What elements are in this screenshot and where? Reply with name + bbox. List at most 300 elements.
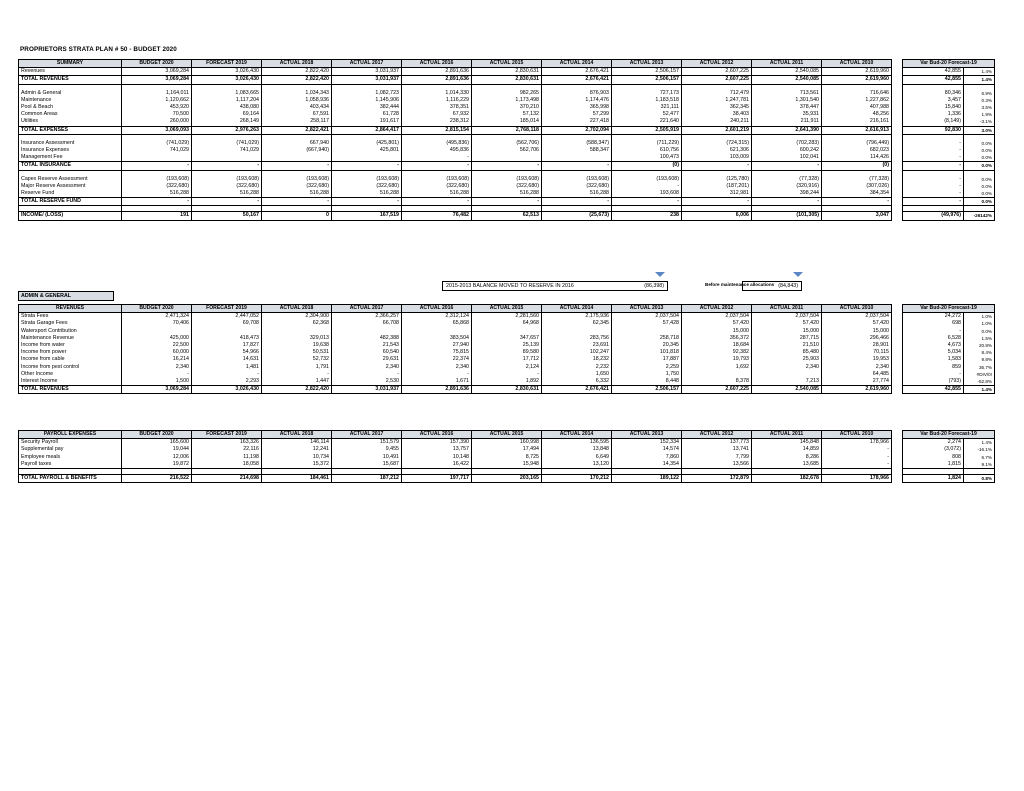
variance-header: Var Bud-20 Forecast-19: [903, 431, 995, 439]
value-cell: 240,211: [682, 118, 752, 126]
value-cell: 172,879: [682, 475, 752, 483]
value-cell: 102,041: [752, 154, 822, 162]
value-cell: 2,340: [332, 364, 402, 371]
value-cell: 85,480: [752, 349, 822, 356]
value-cell: [542, 328, 612, 335]
value-cell: 3,069,284: [122, 68, 192, 76]
value-cell: 2,259: [612, 364, 682, 371]
value-cell: -: [332, 198, 402, 206]
table-row: [19, 183, 995, 190]
row-label: Pool & Beach: [19, 104, 122, 111]
gap: [892, 364, 903, 371]
value-cell: 1,447: [262, 378, 332, 386]
value-cell: 3,031,937: [332, 386, 402, 394]
value-cell: 2,619,960: [822, 386, 892, 394]
value-cell: 1,145,906: [332, 97, 402, 104]
row-label: Payroll taxes: [19, 461, 122, 469]
table-row: [19, 335, 995, 342]
value-cell: 6,006: [682, 212, 752, 220]
column-header: ACTUAL 2018: [262, 60, 332, 68]
value-cell: 18,232: [542, 356, 612, 363]
value-cell: 13,685: [752, 461, 822, 469]
value-cell: 2,822,420: [262, 386, 332, 394]
row-label: Common Areas: [19, 111, 122, 118]
value-cell: 2,619,960: [822, 68, 892, 76]
value-cell: -: [262, 371, 332, 378]
table-row: [19, 111, 995, 118]
header-row: [19, 431, 995, 439]
value-cell: -: [752, 198, 822, 206]
value-cell: 438,080: [192, 104, 262, 111]
value-cell: 2,616,913: [822, 126, 892, 134]
table-row: [19, 320, 995, 327]
value-cell: 89,580: [472, 349, 542, 356]
value-cell: 2,891,636: [402, 76, 472, 84]
value-cell: (320,916): [752, 183, 822, 190]
value-cell: [472, 328, 542, 335]
value-cell: 167,519: [332, 212, 402, 220]
value-cell: 362,345: [682, 104, 752, 111]
column-header: ACTUAL 2017: [332, 431, 402, 439]
value-cell: 52,732: [262, 356, 332, 363]
table-row: [19, 386, 995, 394]
row-label: TOTAL INSURANCE: [19, 162, 122, 170]
value-cell: 2,607,225: [682, 386, 752, 394]
value-cell: 64,968: [472, 320, 542, 327]
value-cell: -: [262, 162, 332, 170]
gap: [892, 439, 903, 447]
table-row: [19, 190, 995, 198]
table-row: [19, 371, 995, 378]
variance-cell: (793): [903, 378, 964, 386]
value-cell: 716,646: [822, 90, 892, 97]
variance-cell: 1,336: [903, 111, 964, 118]
gap: [892, 475, 903, 483]
column-header: FORECAST 2019: [192, 431, 262, 439]
document-title: PROPRIETORS STRATA PLAN # 50 - BUDGET 2020: [20, 46, 177, 53]
value-cell: 2,540,085: [752, 68, 822, 76]
value-cell: 2,676,421: [542, 386, 612, 394]
variance-pct-cell: 0.3%: [964, 97, 995, 104]
value-cell: 383,504: [402, 335, 472, 342]
value-cell: 57,428: [612, 320, 682, 327]
variance-cell: 4,673: [903, 342, 964, 349]
value-cell: 0: [262, 212, 332, 220]
row-label: Income from water: [19, 342, 122, 349]
column-header: BUDGET 2020: [122, 431, 192, 439]
value-cell: 11,198: [192, 454, 262, 461]
value-cell: 378,351: [402, 104, 472, 111]
value-cell: 15,687: [332, 461, 402, 469]
value-cell: 22,374: [402, 356, 472, 363]
variance-cell: (49,976): [903, 212, 964, 220]
payroll-section: [18, 430, 995, 483]
gap: [892, 328, 903, 335]
value-cell: 17,827: [192, 342, 262, 349]
value-cell: 103,009: [682, 154, 752, 162]
value-cell: (322,680): [542, 183, 612, 190]
value-cell: -: [332, 162, 402, 170]
value-cell: 69,164: [192, 111, 262, 118]
value-cell: 6,649: [542, 454, 612, 461]
value-cell: (741,029): [192, 140, 262, 147]
table-row: [19, 378, 995, 386]
variance-cell: 1,815: [903, 461, 964, 469]
row-label: Revenues: [19, 68, 122, 76]
value-cell: (0): [822, 162, 892, 170]
value-cell: (193,608): [402, 176, 472, 183]
value-cell: 2,340: [752, 364, 822, 371]
gap: [892, 162, 903, 170]
value-cell: 15,000: [682, 328, 752, 335]
value-cell: 321,111: [612, 104, 682, 111]
value-cell: 287,715: [752, 335, 822, 342]
value-cell: -: [822, 198, 892, 206]
value-cell: 10,491: [332, 454, 402, 461]
table-row: [19, 313, 995, 321]
value-cell: 29,631: [332, 356, 402, 363]
value-cell: 60,000: [122, 349, 192, 356]
value-cell: 1,247,781: [682, 97, 752, 104]
variance-cell: -: [903, 154, 964, 162]
variance-cell: -: [903, 371, 964, 378]
variance-pct-cell: 0.0%: [964, 147, 995, 154]
value-cell: 238: [612, 212, 682, 220]
column-header: ACTUAL 2016: [402, 305, 472, 313]
payroll-table: [18, 430, 995, 483]
value-cell: -: [402, 198, 472, 206]
value-cell: 178,966: [822, 475, 892, 483]
value-cell: 178,966: [822, 439, 892, 447]
value-cell: -: [192, 198, 262, 206]
value-cell: 19,638: [262, 342, 332, 349]
value-cell: 425,000: [122, 335, 192, 342]
header-row: [19, 60, 995, 68]
value-cell: 211,911: [752, 118, 822, 126]
value-cell: -: [612, 183, 682, 190]
column-header: ACTUAL 2010: [822, 431, 892, 439]
variance-cell: -: [903, 176, 964, 183]
gap: [892, 212, 903, 220]
value-cell: 2,340: [822, 364, 892, 371]
value-cell: (495,836): [402, 140, 472, 147]
column-header: ACTUAL 2015: [472, 60, 542, 68]
value-cell: 741,029: [122, 147, 192, 154]
value-cell: 8,448: [612, 378, 682, 386]
value-cell: (125,780): [682, 176, 752, 183]
value-cell: (322,680): [192, 183, 262, 190]
gap: [892, 320, 903, 327]
column-header: ACTUAL 2011: [752, 305, 822, 313]
value-cell: 2,540,085: [752, 76, 822, 84]
variance-cell: (8,149): [903, 118, 964, 126]
value-cell: 214,698: [192, 475, 262, 483]
value-cell: (741,029): [122, 140, 192, 147]
value-cell: 453,920: [122, 104, 192, 111]
table-row: [19, 126, 995, 134]
column-header: ACTUAL 2013: [612, 431, 682, 439]
gap: [892, 371, 903, 378]
variance-pct-cell: 9.1%: [964, 461, 995, 469]
value-cell: 3,026,430: [192, 386, 262, 394]
column-header: ACTUAL 2012: [682, 305, 752, 313]
row-label: Other Income: [19, 371, 122, 378]
variance-pct-cell: 0.0%: [964, 162, 995, 170]
variance-pct-cell: 0.0%: [964, 183, 995, 190]
value-cell: (322,680): [472, 183, 542, 190]
value-cell: 610,756: [612, 147, 682, 154]
table-row: [19, 439, 995, 447]
value-cell: 22,500: [122, 342, 192, 349]
value-cell: 2,815,154: [402, 126, 472, 134]
value-cell: [192, 154, 262, 162]
value-cell: 145,848: [752, 439, 822, 447]
table-row: [19, 475, 995, 483]
column-header: ACTUAL 2017: [332, 305, 402, 313]
value-cell: 727,173: [612, 90, 682, 97]
table-row: [19, 349, 995, 356]
row-label: Income from pest control: [19, 364, 122, 371]
row-label: TOTAL REVENUES: [19, 386, 122, 394]
value-cell: 8,286: [752, 454, 822, 461]
value-cell: 2,641,390: [752, 126, 822, 134]
value-cell: 62,513: [472, 212, 542, 220]
column-header: ACTUAL 2011: [752, 431, 822, 439]
value-cell: -: [542, 198, 612, 206]
table-row: [19, 446, 995, 453]
column-header: FORECAST 2019: [192, 305, 262, 313]
value-cell: (187,201): [682, 183, 752, 190]
value-cell: 588,347: [542, 147, 612, 154]
value-cell: 1,117,204: [192, 97, 262, 104]
value-cell: 13,757: [402, 446, 472, 453]
value-cell: 600,242: [752, 147, 822, 154]
value-cell: 13,566: [682, 461, 752, 469]
gap: [892, 76, 903, 84]
value-cell: 2,037,504: [752, 313, 822, 321]
table-row: [19, 364, 995, 371]
value-cell: 9,455: [332, 446, 402, 453]
column-header: ACTUAL 2012: [682, 431, 752, 439]
value-cell: -: [122, 162, 192, 170]
value-cell: 382,444: [332, 104, 402, 111]
value-cell: (711,229): [612, 140, 682, 147]
variance-pct-cell: 1.5%: [964, 335, 995, 342]
value-cell: 1,750: [612, 371, 682, 378]
value-cell: 378,447: [752, 104, 822, 111]
variance-pct-cell: 3.0%: [964, 126, 995, 134]
value-cell: 283,756: [542, 335, 612, 342]
value-cell: 21,543: [332, 342, 402, 349]
arrow-down-icon: [655, 272, 665, 277]
value-cell: [332, 328, 402, 335]
value-cell: 54,966: [192, 349, 262, 356]
variance-header: Var Bud-20 Forecast-19: [903, 60, 995, 68]
row-label: Capex Reserve Assessment: [19, 176, 122, 183]
value-cell: 425,801: [332, 147, 402, 154]
value-cell: 2,175,936: [542, 313, 612, 321]
row-label: Income from cable: [19, 356, 122, 363]
row-label: Reserve Fund: [19, 190, 122, 198]
value-cell: -: [472, 198, 542, 206]
value-cell: 1,183,518: [612, 97, 682, 104]
gap: [892, 60, 903, 68]
value-cell: 2,124: [472, 364, 542, 371]
value-cell: 57,420: [822, 320, 892, 327]
gap: [892, 198, 903, 206]
value-cell: 76,482: [402, 212, 472, 220]
variance-pct-cell: -52.8%: [964, 378, 995, 386]
table-row: [19, 118, 995, 126]
variance-pct-cell: 1.9%: [964, 111, 995, 118]
variance-pct-cell: 36.7%: [964, 364, 995, 371]
value-cell: 14,574: [612, 446, 682, 453]
value-cell: 15,000: [752, 328, 822, 335]
value-cell: 2,619,960: [822, 76, 892, 84]
admin-section-title: ADMIN & GENERAL: [18, 291, 114, 301]
value-cell: 101,818: [612, 349, 682, 356]
value-cell: [122, 328, 192, 335]
value-cell: 15,948: [472, 461, 542, 469]
value-cell: 2,830,631: [472, 68, 542, 76]
value-cell: [122, 154, 192, 162]
gap: [892, 147, 903, 154]
value-cell: 75,815: [402, 349, 472, 356]
balance-value: (86,398): [644, 283, 664, 289]
value-cell: 165,600: [122, 439, 192, 447]
value-cell: 1,650: [542, 371, 612, 378]
value-cell: 1,227,862: [822, 97, 892, 104]
value-cell: 562,706: [472, 147, 542, 154]
table-row: [19, 212, 995, 220]
value-cell: 2,340: [402, 364, 472, 371]
value-cell: 8,725: [472, 454, 542, 461]
table-row: [19, 328, 995, 335]
row-label: Strata Fees: [19, 313, 122, 321]
variance-cell: 2,274: [903, 439, 964, 447]
arrow-down-icon: [793, 272, 803, 277]
value-cell: (193,608): [612, 176, 682, 183]
gap: [892, 305, 903, 313]
variance-pct-cell: 1.4%: [964, 439, 995, 447]
variance-cell: -: [903, 328, 964, 335]
value-cell: 2,540,085: [752, 386, 822, 394]
value-cell: 100,473: [612, 154, 682, 162]
column-header: BUDGET 2020: [122, 305, 192, 313]
variance-pct-cell: -26142%: [964, 212, 995, 220]
value-cell: (425,801): [332, 140, 402, 147]
value-cell: (322,680): [122, 183, 192, 190]
gap: [892, 446, 903, 453]
variance-cell: -: [903, 183, 964, 190]
variance-pct-cell: 6.9%: [964, 90, 995, 97]
value-cell: 516,288: [122, 190, 192, 198]
table-row: [19, 68, 995, 76]
value-cell: 19,953: [822, 356, 892, 363]
value-cell: 1,892: [472, 378, 542, 386]
value-cell: (77,328): [822, 176, 892, 183]
gap: [892, 386, 903, 394]
value-cell: 151,579: [332, 439, 402, 447]
value-cell: -: [402, 154, 472, 162]
value-cell: 2,822,421: [262, 126, 332, 134]
table-row: [19, 97, 995, 104]
value-cell: -: [262, 198, 332, 206]
variance-pct-cell: 0.0%: [964, 154, 995, 162]
admin-revenues-table: [18, 304, 995, 394]
table-row: [19, 90, 995, 97]
column-header: ACTUAL 2013: [612, 60, 682, 68]
value-cell: 137,773: [682, 439, 752, 447]
value-cell: (322,680): [332, 183, 402, 190]
variance-cell: -: [903, 198, 964, 206]
value-cell: 50,531: [262, 349, 332, 356]
value-cell: 1,692: [682, 364, 752, 371]
variance-cell: -: [903, 162, 964, 170]
value-cell: 1,174,476: [542, 97, 612, 104]
value-cell: -: [402, 371, 472, 378]
value-cell: (724,315): [682, 140, 752, 147]
value-cell: -: [122, 198, 192, 206]
header-label: PAYROLL EXPENSES: [19, 431, 122, 439]
value-cell: 1,058,936: [262, 97, 332, 104]
value-cell: 15,372: [262, 461, 332, 469]
value-cell: (25,673): [542, 212, 612, 220]
value-cell: 12,241: [262, 446, 332, 453]
gap: [892, 90, 903, 97]
value-cell: 13,848: [542, 446, 612, 453]
value-cell: -: [822, 461, 892, 469]
value-cell: 19,793: [682, 356, 752, 363]
gap: [892, 349, 903, 356]
value-cell: 197,717: [402, 475, 472, 483]
value-cell: (667,940): [262, 147, 332, 154]
column-header: ACTUAL 2014: [542, 60, 612, 68]
variance-cell: 42,855: [903, 76, 964, 84]
value-cell: 17,887: [612, 356, 682, 363]
row-label: TOTAL REVENUES: [19, 76, 122, 84]
value-cell: 48,256: [822, 111, 892, 118]
value-cell: (193,608): [262, 176, 332, 183]
variance-pct-cell: 0.0%: [964, 176, 995, 183]
value-cell: 741,029: [192, 147, 262, 154]
column-header: ACTUAL 2018: [262, 431, 332, 439]
variance-pct-cell: 0.8%: [964, 475, 995, 483]
value-cell: 2,304,900: [262, 313, 332, 321]
value-cell: 25,903: [752, 356, 822, 363]
value-cell: 516,288: [542, 190, 612, 198]
column-header: FORECAST 2019: [192, 60, 262, 68]
value-cell: 2,506,157: [612, 68, 682, 76]
table-row: [19, 454, 995, 461]
variance-pct-cell: #DIV/0!: [964, 371, 995, 378]
value-cell: 146,114: [262, 439, 332, 447]
value-cell: -: [542, 162, 612, 170]
value-cell: 2,293: [192, 378, 262, 386]
gap: [892, 118, 903, 126]
value-cell: 258,117: [262, 118, 332, 126]
variance-header: Var Bud-20 Forecast-19: [903, 305, 995, 313]
value-cell: 163,326: [192, 439, 262, 447]
value-cell: 23,691: [542, 342, 612, 349]
value-cell: -: [122, 371, 192, 378]
value-cell: 621,306: [682, 147, 752, 154]
value-cell: 516,288: [192, 190, 262, 198]
summary-section: [18, 59, 995, 221]
value-cell: 3,031,937: [332, 68, 402, 76]
value-cell: -: [682, 198, 752, 206]
row-label: Insurance Expenses: [19, 147, 122, 154]
